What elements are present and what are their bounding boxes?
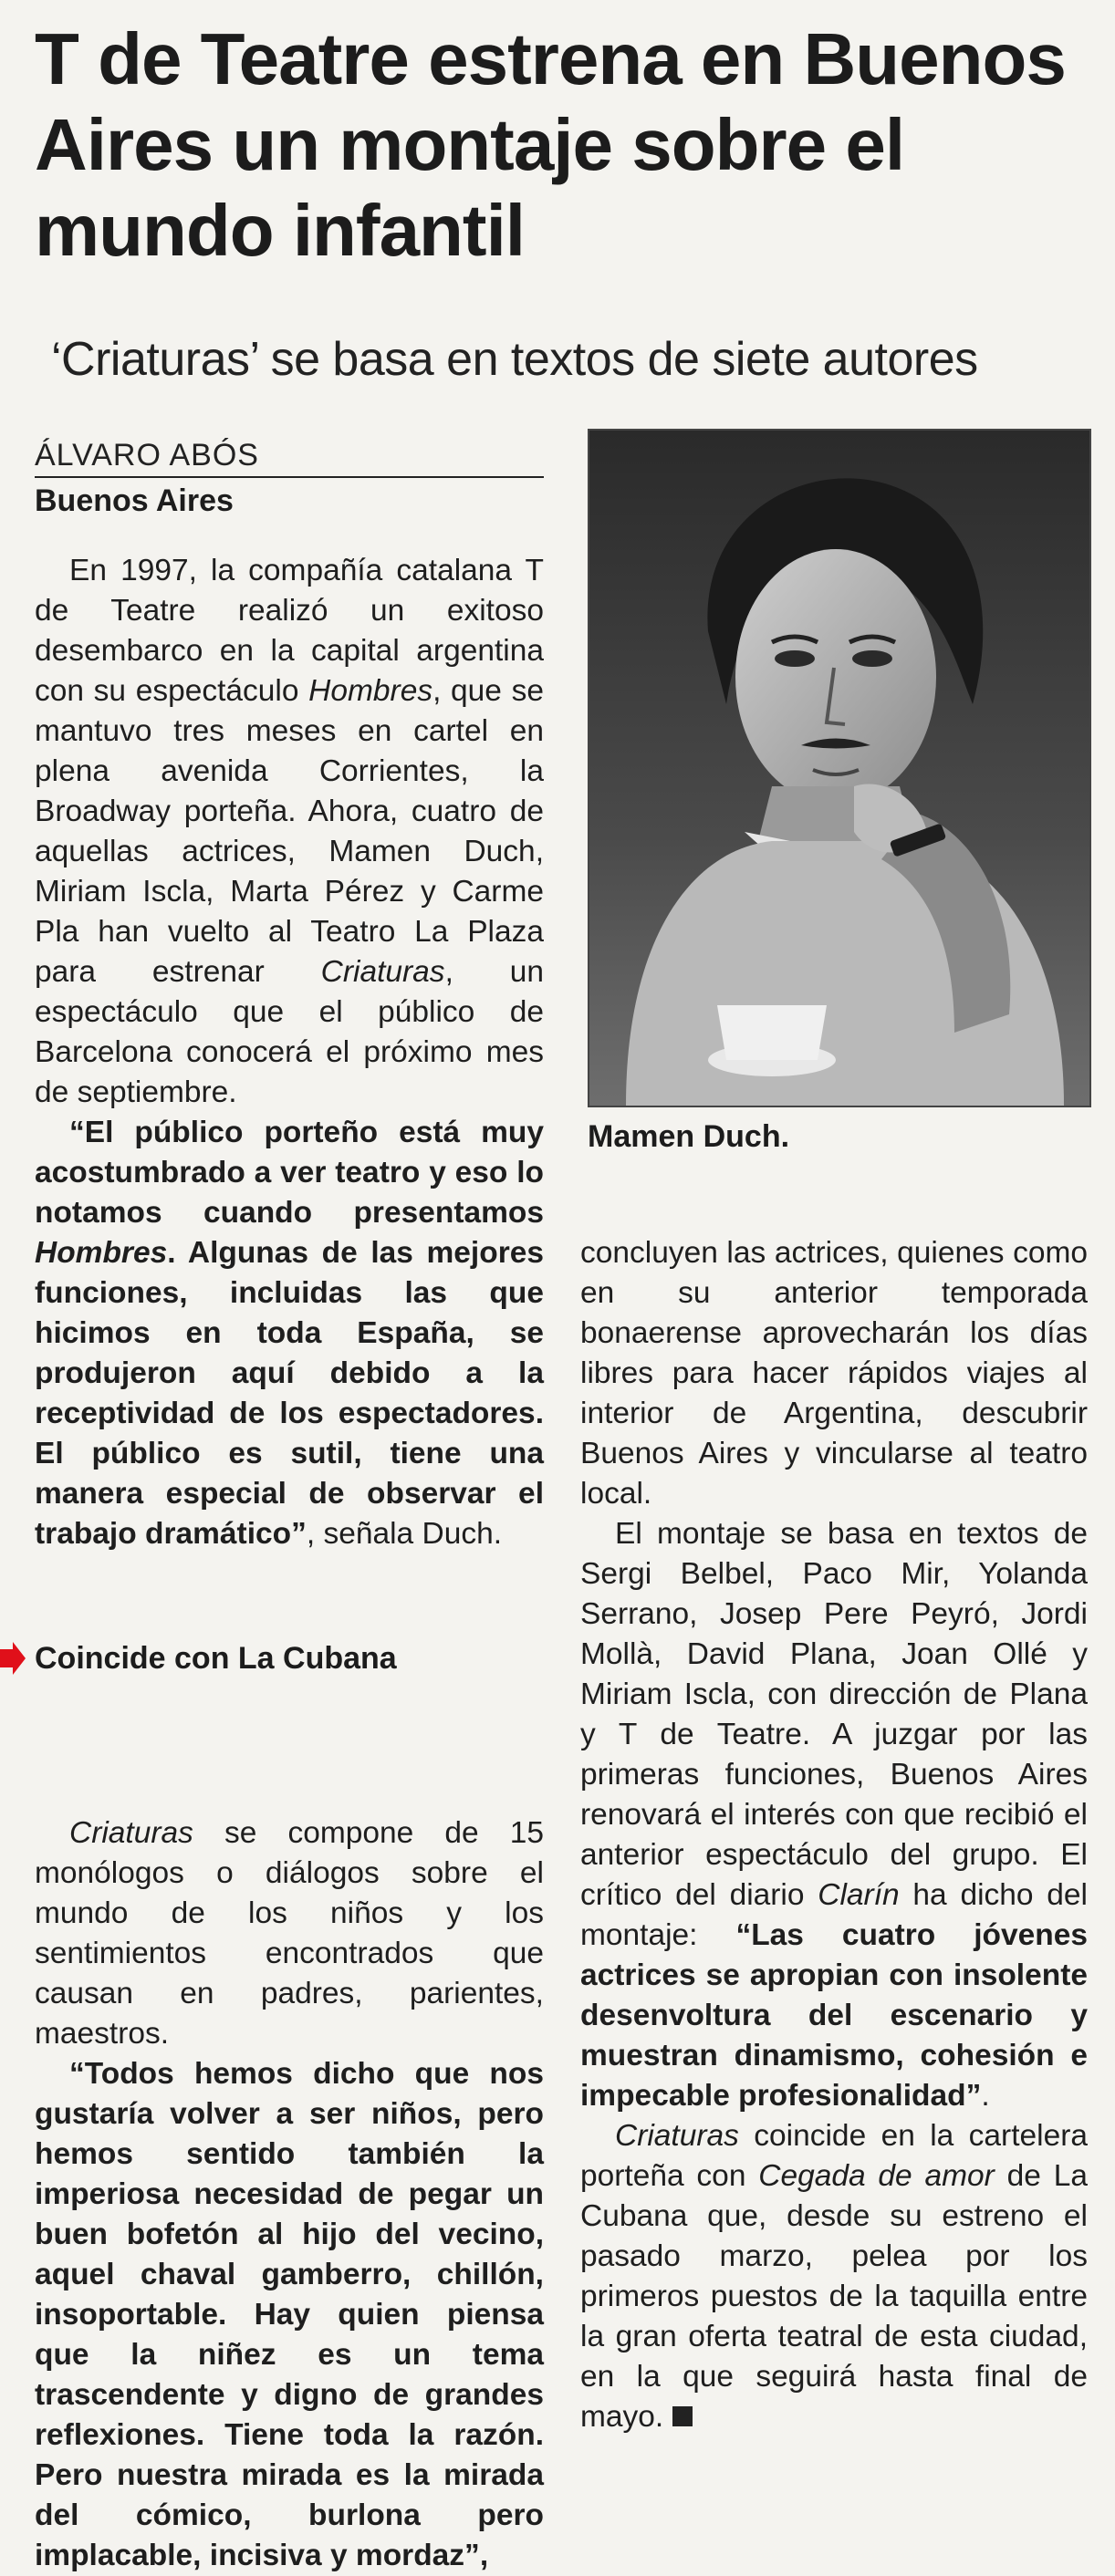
text-run-italic: Criaturas <box>615 2119 739 2153</box>
paragraph-conclusion: concluyen las actrices, quienes como en su anterior temporada bonaerense aprovecharán los días libres para hacer rápidos viajes al interior de Argentina, descubrir Buenos Aires y vincularse al teatro local. <box>580 1236 1088 1511</box>
dateline: Buenos Aires <box>35 483 234 518</box>
paragraph-criaturas-description <box>35 1813 544 2054</box>
text-run: ha dicho del montaje: <box>580 1878 1088 1952</box>
text-run-italic: Criaturas <box>320 955 445 989</box>
photo-caption: Mamen Duch. <box>588 1119 790 1154</box>
column-right <box>580 1233 1088 2437</box>
text-run-italic: Hombres <box>308 674 433 708</box>
byline: ÁLVARO ABÓS <box>35 436 544 478</box>
text-run-italic: Criaturas <box>69 1816 193 1850</box>
text-run-bold: “El público porteño está muy acostumbrado a ver teatro y eso lo notamos cuando presentamos <box>35 1116 544 1230</box>
text-run-bold: “Las cuatro jóvenes actrices se apropian con insolente desenvoltura del escenario y muestran dinamismo, cohesión e impecable profesionalidad” <box>580 1918 1088 2113</box>
text-run-italic: Clarín <box>818 1878 900 1912</box>
text-run: . <box>981 2079 990 2113</box>
text-run-italic: Cegada de amor <box>758 2159 995 2193</box>
text-run: , señala Duch. <box>306 1517 503 1551</box>
text-run-bold: “Todos hemos dicho que nos gustaría volver a ser niños, pero hemos sentido también la imperiosa necesidad de pegar un buen bofetón al hijo del vecino, aquel chaval gamberro, chillón, insoportable. Hay quien piensa que la niñez es un tema trascendente y digno de grandes reflexiones. Tiene toda la razón. Pero nuestra mirada es la mirada del cómico, burlona pero implacable, incisiva y mordaz” <box>35 2057 544 2572</box>
text-run: coincide en la cartelera porteña con <box>580 2119 1088 2193</box>
end-square-icon <box>672 2406 693 2426</box>
text-run: se compone de 15 monólogos o diálogos sobre el mundo de los niños y los sentimientos encontrados que causan en padres, parientes, maestros. <box>35 1816 544 2051</box>
text-run-bold-italic: Hombres <box>35 1236 168 1270</box>
paragraph-intro <box>35 551 544 1113</box>
headline: T de Teatre estrena en Buenos Aires un montaje sobre el mundo infantil <box>35 18 1066 271</box>
column-left-top <box>35 551 544 1554</box>
section-title: Coincide con La Cubana <box>35 1641 397 1676</box>
column-left-bottom <box>35 1813 544 2576</box>
text-run: El montaje se basa en textos de Sergi Belbel, Paco Mir, Yolanda Serrano, Josep Pere Peyró, Jordi Mollà, David Plana, Joan Ollé y Miriam Iscla, con dirección de Plana y T de Teatre. A juzgar por las primeras funciones, Buenos Aires renovará el interés con que recibió el anterior espectáculo del grupo. El crítico del diario <box>580 1517 1088 1912</box>
text-run: , un espectáculo que el público de Barcelona conocerá el próximo mes de septiembre. <box>35 955 544 1109</box>
photo-mamen-duch <box>588 429 1091 1107</box>
paragraph-la-cubana <box>580 2116 1088 2437</box>
paragraph-authors <box>580 1514 1088 2116</box>
red-arrow-icon <box>0 1642 26 1675</box>
paragraph-quote-actresses <box>35 2054 544 2576</box>
text-run-bold: , <box>479 2539 489 2572</box>
subheadline: ‘Criaturas’ se basa en textos de siete autores <box>51 333 978 386</box>
paragraph-quote-duch <box>35 1113 544 1554</box>
text-run: de La Cubana que, desde su estreno el pasado marzo, pelea por los primeros puestos de la taquilla entre la gran oferta teatral de esta ciudad, en la que seguirá hasta final de mayo. <box>580 2159 1088 2434</box>
text-run: , que se mantuvo tres meses en cartel en plena avenida Corrientes, la Broadway porteña. Ahora, cuatro de aquellas actrices, Mamen Duch, Miriam Iscla, Marta Pérez y Carme Pla han vuelto al Teatro La Plaza para estrenar <box>35 674 544 989</box>
portrait-illustration <box>589 431 1089 1106</box>
text-run-bold: . Algunas de las mejores funciones, incluidas las que hicimos en toda España, se produjeron aquí debido a la receptividad de los espectadores. El público es sutil, tiene una manera especial de observar el trabajo dramático” <box>35 1236 544 1551</box>
text-run: En 1997, la compañía catalana T de Teatre realizó un exitoso desembarco en la capital argentina con su espectáculo <box>35 554 544 708</box>
